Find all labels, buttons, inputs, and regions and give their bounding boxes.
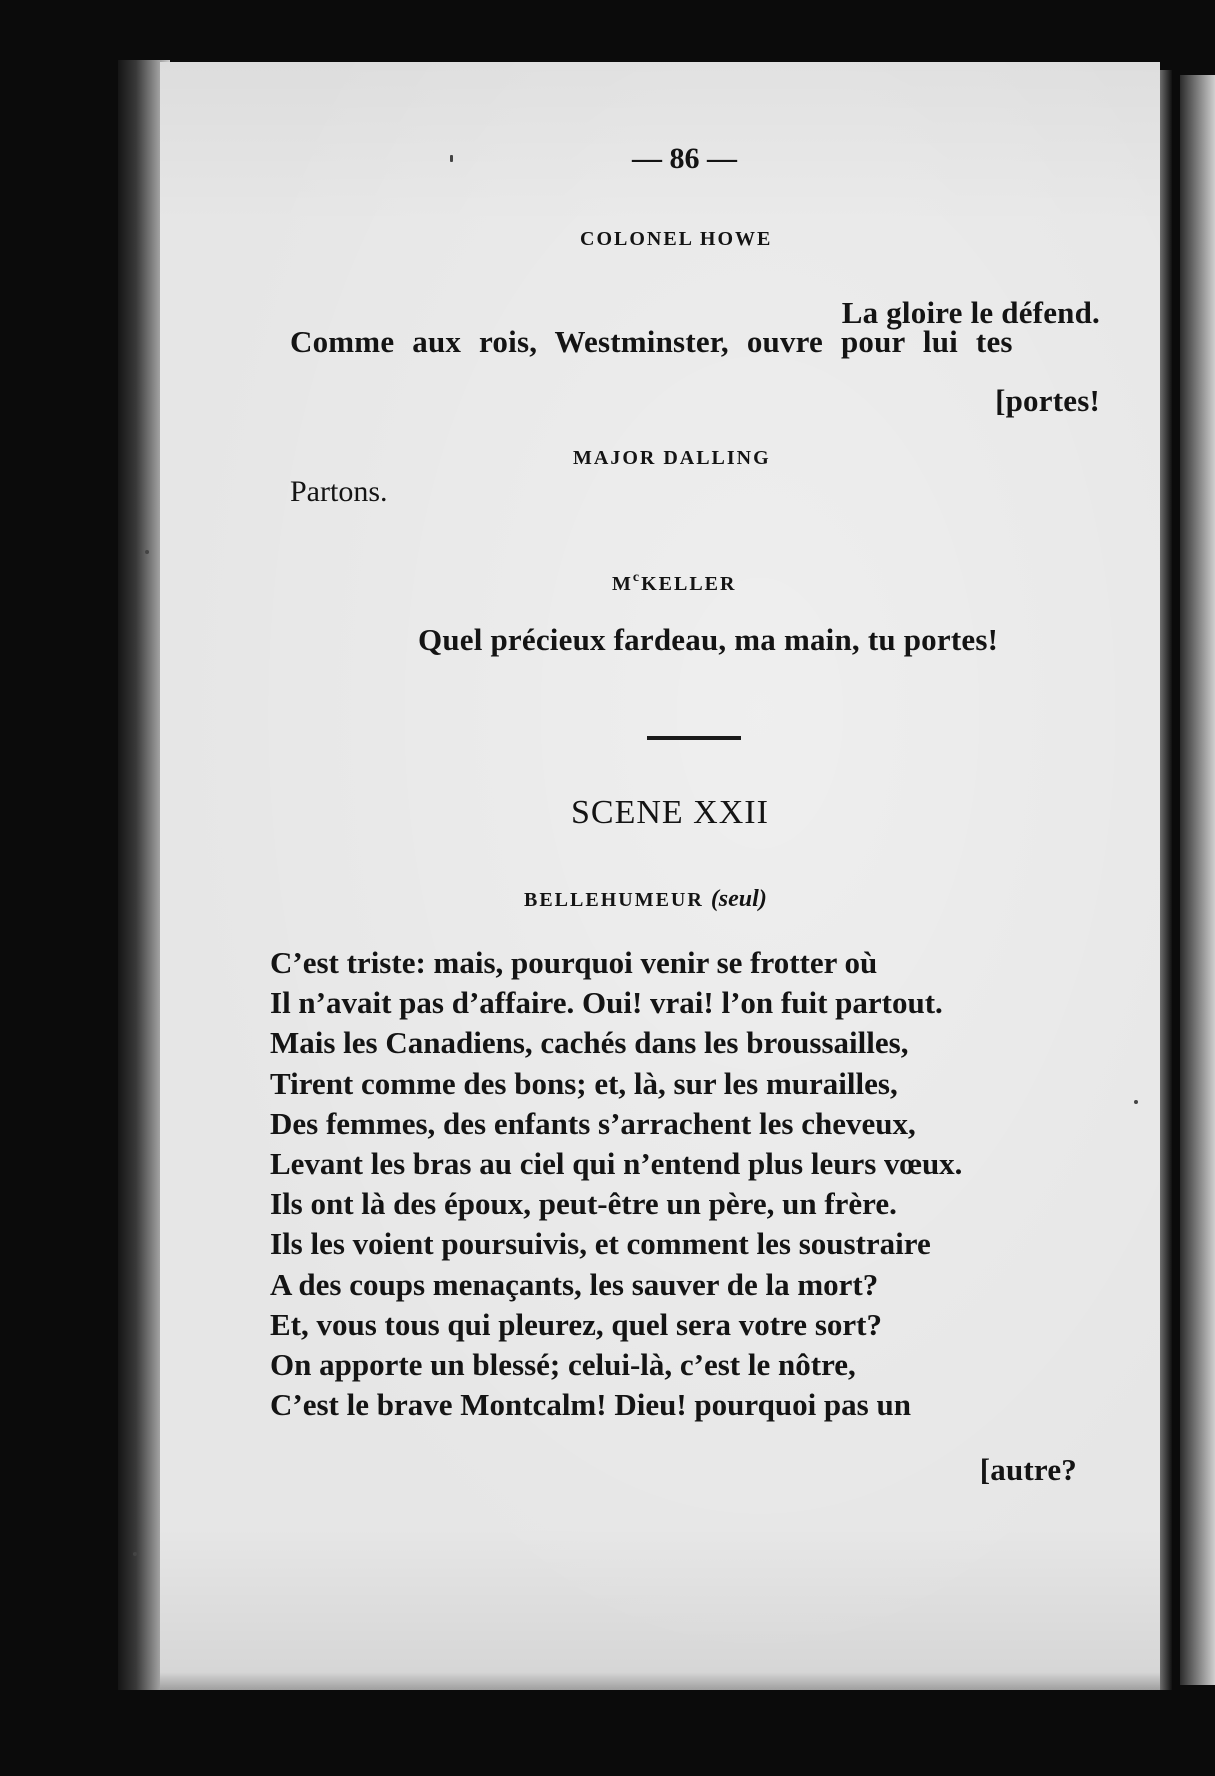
scan-speck bbox=[133, 1552, 137, 1556]
verse-line: Il n’avait pas d’affaire. Oui! vrai! l’on fuit partout. bbox=[270, 985, 943, 1021]
verse-line: C’est triste: mais, pourquoi venir se frotter où bbox=[270, 945, 878, 980]
speaker-name: COLONEL HOWE bbox=[580, 228, 773, 250]
verse-line: On apporte un blessé; celui-là, c’est le nôtre, bbox=[270, 1346, 856, 1382]
scan-speck bbox=[450, 155, 453, 162]
speaker-name-superscript: c bbox=[632, 570, 642, 585]
verse-line-continuation: [autre? bbox=[979, 1452, 1077, 1487]
verse-line: Comme aux rois, Westminster, ouvre pour lui tes bbox=[290, 324, 1013, 359]
speaker-name bbox=[524, 886, 767, 913]
speaker-name: MAJOR DALLING bbox=[573, 447, 771, 469]
page-number: — 86 — bbox=[632, 142, 737, 175]
scene-divider-rule bbox=[647, 736, 741, 740]
verse-line: Des femmes, des enfants s’arrachent les cheveux, bbox=[270, 1105, 916, 1141]
verse-line: Quel précieux fardeau, ma main, tu portes! bbox=[418, 622, 999, 657]
speaker-name-part: KELLER bbox=[641, 573, 737, 595]
verse-line-continuation: [portes! bbox=[995, 383, 1100, 418]
adjacent-page-edge bbox=[1180, 75, 1215, 1685]
scan-speck bbox=[1134, 1100, 1138, 1104]
verse-line: Ils ont là des époux, peut-être un père, un frère. bbox=[270, 1186, 897, 1222]
monologue-verse bbox=[270, 943, 1090, 1425]
verse-line: Partons. bbox=[290, 475, 388, 508]
verse-line: La gloire le défend. bbox=[841, 295, 1100, 330]
page-bottom-shadow bbox=[160, 1672, 1160, 1690]
stage-direction: (seul) bbox=[710, 886, 767, 912]
scene-title: SCENE XXII bbox=[571, 794, 769, 831]
speaker-name bbox=[612, 570, 736, 596]
verse-line: Ils les voient poursuivis, et comment les soustraire bbox=[270, 1226, 931, 1262]
speaker-name-part: BELLEHUMEUR bbox=[524, 889, 704, 911]
scan-speck bbox=[145, 550, 149, 554]
verse-line: Levant les bras au ciel qui n’entend plus leurs vœux. bbox=[270, 1145, 963, 1181]
verse-line: Tirent comme des bons; et, là, sur les murailles, bbox=[270, 1065, 898, 1101]
verse-line: Mais les Canadiens, cachés dans les broussailles, bbox=[270, 1025, 909, 1061]
verse-line: C’est le brave Montcalm! Dieu! pourquoi pas un bbox=[270, 1387, 911, 1423]
speaker-name-part: M bbox=[612, 573, 633, 595]
page-fold-shadow bbox=[1160, 70, 1172, 1690]
verse-line: Et, vous tous qui pleurez, quel sera votre sort? bbox=[270, 1306, 882, 1342]
verse-line: A des coups menaçants, les sauver de la mort? bbox=[270, 1266, 879, 1302]
